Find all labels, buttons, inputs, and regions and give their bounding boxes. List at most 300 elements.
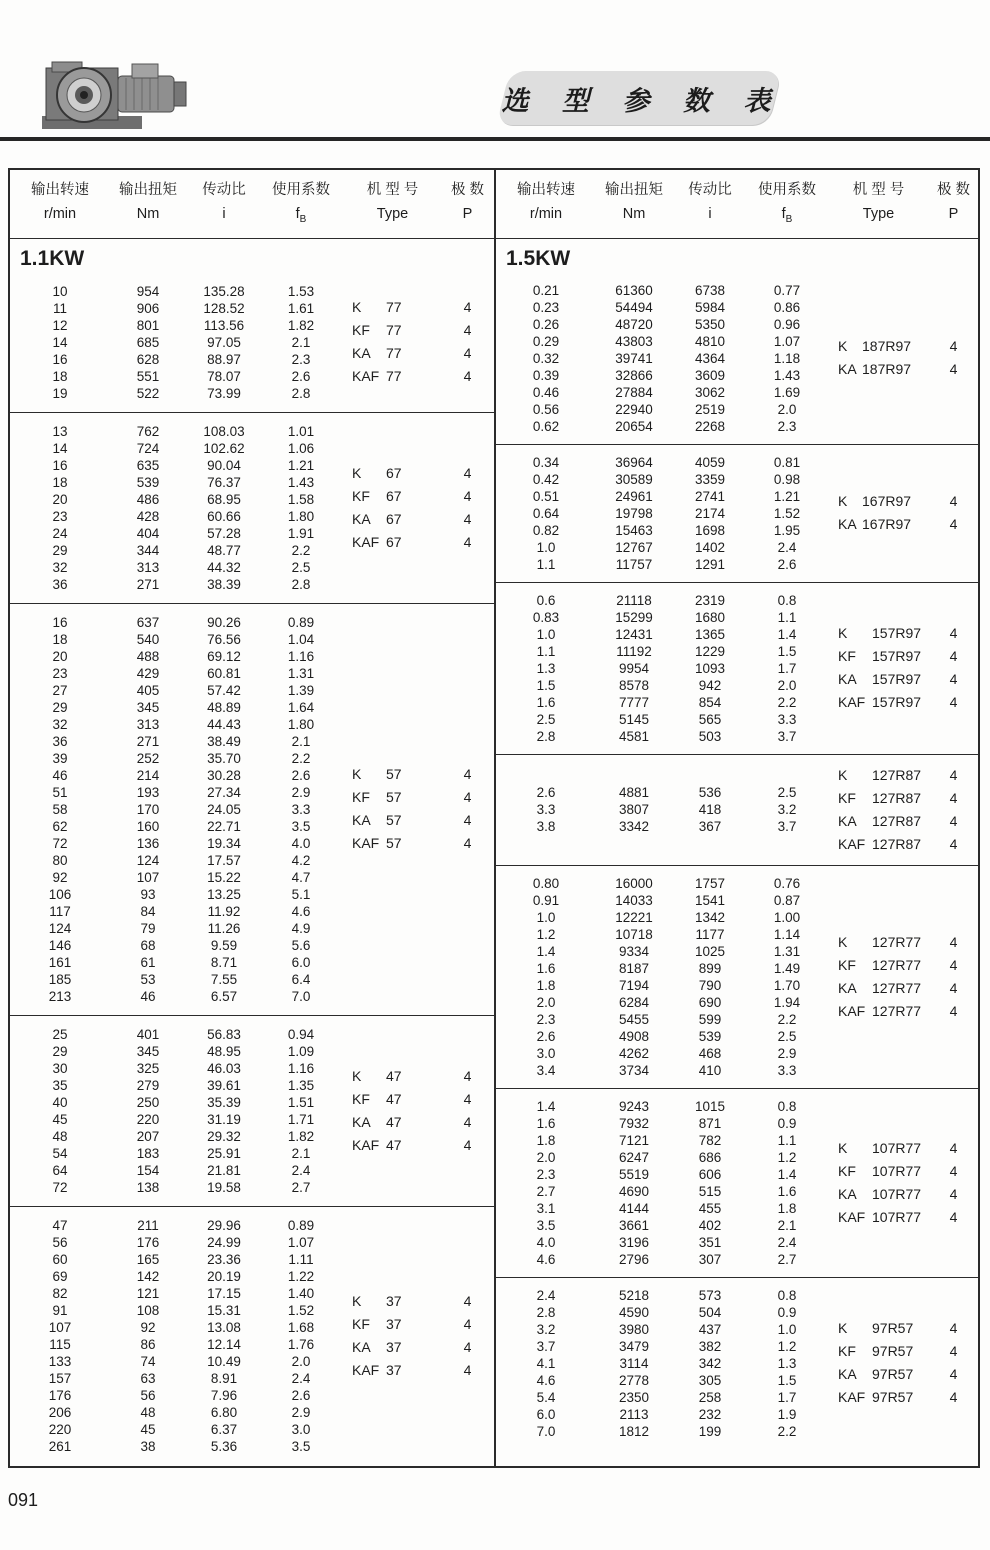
fb-cell: 1.7 <box>777 660 797 676</box>
ratio-cell: 305 <box>698 1372 722 1388</box>
fb-cell: 1.49 <box>773 960 801 976</box>
ratio-cell: 44.43 <box>207 716 241 732</box>
speed-cell: 0.62 <box>532 418 560 434</box>
speed-cell: 19 <box>52 385 68 401</box>
ratio-cell: 19.34 <box>207 835 241 851</box>
ratio-cell: 90.04 <box>207 457 241 473</box>
torque-cell: 540 <box>136 631 160 647</box>
table-block <box>496 273 978 445</box>
type-prefix: K <box>838 625 848 642</box>
speed-cell: 2.4 <box>536 1287 556 1303</box>
type-entry <box>826 1160 976 1183</box>
data-rows <box>496 592 826 745</box>
type-name <box>340 1359 445 1382</box>
fb-cell: 3.7 <box>777 819 797 835</box>
pole-count: 4 <box>463 345 472 362</box>
table-1-1kw <box>10 170 494 1466</box>
ratio-cell: 73.99 <box>207 385 241 401</box>
fb-cell: 2.6 <box>777 556 797 572</box>
gearbox-photo <box>36 52 201 137</box>
speed-cell: 2.5 <box>536 711 556 727</box>
ratio-cell: 342 <box>698 1355 722 1371</box>
torque-cell: 2350 <box>618 1389 650 1405</box>
type-name <box>340 1336 445 1359</box>
pole-count: 4 <box>949 1389 958 1406</box>
pole-count: 4 <box>949 766 958 783</box>
type-name <box>340 832 445 855</box>
ratio-cell: 24.05 <box>207 801 241 817</box>
torque-cell: 7932 <box>618 1115 650 1131</box>
speed-cell: 1.6 <box>536 960 556 976</box>
torque-cell: 954 <box>136 283 160 299</box>
type-size: 47 <box>386 1113 402 1130</box>
type-entry <box>340 462 490 485</box>
ratio-cell: 8.71 <box>210 954 238 970</box>
speed-cell: 62 <box>52 818 68 834</box>
fb-cell: 1.1 <box>777 1132 797 1148</box>
pole-count: 4 <box>463 487 472 504</box>
fb-cell: 3.5 <box>291 1438 311 1454</box>
torque-cell: 39741 <box>615 350 653 366</box>
fb-cell: 4.2 <box>291 852 311 868</box>
speed-cell: 12 <box>52 317 68 333</box>
speed-cell: 213 <box>48 988 72 1004</box>
torque-cell: 7194 <box>618 977 650 993</box>
type-stack <box>826 622 976 714</box>
torque-cell: 9243 <box>618 1098 650 1114</box>
type-stack <box>826 335 976 381</box>
speed-cell: 3.5 <box>536 1217 556 1233</box>
speed-cell: 13 <box>52 423 68 439</box>
type-name <box>826 1363 931 1386</box>
pole-count: 4 <box>949 1320 958 1337</box>
pole-count: 4 <box>949 493 958 510</box>
torque-cell: 724 <box>136 440 160 456</box>
type-prefix: KF <box>838 1162 856 1179</box>
power-label: 1.5KW <box>506 246 571 270</box>
speed-cell: 1.3 <box>536 660 556 676</box>
type-prefix: K <box>838 493 848 510</box>
torque-cell: 160 <box>136 818 160 834</box>
column-label: 输出扭矩 <box>119 182 177 198</box>
speed-cell: 72 <box>52 835 68 851</box>
column-label: 机 型 号 <box>366 182 419 198</box>
type-prefix: KA <box>352 345 371 362</box>
fb-cell: 2.7 <box>777 1251 797 1267</box>
speed-cell: 2.3 <box>536 1011 556 1027</box>
type-prefix: KAF <box>838 694 866 711</box>
fb-cell: 1.52 <box>773 505 801 521</box>
table-block <box>496 866 978 1089</box>
fb-cell: 1.04 <box>287 631 315 647</box>
speed-cell: 0.29 <box>532 333 560 349</box>
torque-cell: 124 <box>136 852 160 868</box>
speed-cell: 1.1 <box>536 556 556 572</box>
ratio-cell: 606 <box>698 1166 722 1182</box>
torque-cell: 108 <box>136 1302 160 1318</box>
torque-cell: 4590 <box>618 1304 650 1320</box>
type-name <box>340 296 445 319</box>
fb-cell: 2.8 <box>291 576 311 592</box>
torque-cell: 107 <box>136 869 160 885</box>
type-name <box>340 1111 445 1134</box>
header-labels-row <box>10 178 494 202</box>
type-entry <box>340 832 490 855</box>
torque-cell: 401 <box>136 1026 160 1042</box>
ratio-cell: 3359 <box>694 471 726 487</box>
speed-cell: 2.7 <box>536 1183 556 1199</box>
column-label: 传动比 <box>202 182 246 198</box>
torque-cell: 486 <box>136 491 160 507</box>
ratio-cell: 1015 <box>694 1098 726 1114</box>
type-size: 157R97 <box>872 694 922 711</box>
torque-cell: 92 <box>140 1319 156 1335</box>
speed-cell: 107 <box>48 1319 72 1335</box>
type-entry <box>340 342 490 365</box>
ratio-cell: 4364 <box>694 350 726 366</box>
ratio-cell: 60.66 <box>207 508 241 524</box>
type-size: 187R97 <box>862 361 912 378</box>
ratio-cell: 102.62 <box>203 440 245 456</box>
ratio-cell: 690 <box>698 994 722 1010</box>
speed-cell: 51 <box>52 784 68 800</box>
type-entry <box>340 1065 490 1088</box>
ratio-cell: 468 <box>698 1045 722 1061</box>
ratio-cell: 35.70 <box>207 750 241 766</box>
ratio-cell: 17.57 <box>207 852 241 868</box>
ratio-cell: 790 <box>698 977 722 993</box>
column-unit: $f_B$ <box>781 206 793 225</box>
torque-cell: 4881 <box>618 785 650 801</box>
type-entry <box>826 668 976 691</box>
fb-cell: 2.2 <box>291 542 311 558</box>
type-size: 167R97 <box>862 516 912 533</box>
fb-cell: 2.9 <box>291 1404 311 1420</box>
ratio-cell: 2268 <box>694 418 726 434</box>
column-unit: i <box>222 206 226 222</box>
speed-cell: 2.6 <box>536 1028 556 1044</box>
type-stack <box>826 490 976 536</box>
torque-cell: 20654 <box>615 418 653 434</box>
torque-cell: 48720 <box>615 316 653 332</box>
type-prefix: K <box>352 766 362 783</box>
fb-cell: 1.8 <box>777 1200 797 1216</box>
torque-cell: 271 <box>136 576 160 592</box>
type-prefix: KF <box>352 322 370 339</box>
column-unit: Nm <box>622 206 646 222</box>
torque-cell: 56 <box>140 1387 156 1403</box>
speed-cell: 146 <box>48 937 72 953</box>
speed-cell: 0.42 <box>532 471 560 487</box>
type-name <box>826 1317 931 1340</box>
speed-cell: 40 <box>52 1094 68 1110</box>
ratio-cell: 69.12 <box>207 648 241 664</box>
type-size: 97R57 <box>872 1320 914 1337</box>
torque-cell: 61360 <box>615 282 653 298</box>
ratio-cell: 1177 <box>695 926 725 942</box>
title-banner <box>496 71 790 125</box>
speed-cell: 27 <box>52 682 68 698</box>
fb-cell: 2.1 <box>291 334 311 350</box>
fb-cell: 1.2 <box>777 1338 797 1354</box>
table-block <box>496 1278 978 1449</box>
fb-cell: 1.43 <box>773 367 801 383</box>
torque-cell: 4262 <box>618 1045 650 1061</box>
speed-cell: 24 <box>52 525 68 541</box>
type-stack <box>826 764 976 856</box>
ratio-cell: 686 <box>698 1149 722 1165</box>
fb-cell: 0.9 <box>777 1304 797 1320</box>
fb-cell: 0.87 <box>773 892 801 908</box>
pole-count: 4 <box>463 464 472 481</box>
type-name <box>826 622 931 645</box>
ratio-cell: 3609 <box>694 367 726 383</box>
type-prefix: KAF <box>352 1136 380 1153</box>
fb-cell: 2.0 <box>777 677 797 693</box>
type-size: 127R77 <box>872 979 922 996</box>
type-prefix: KAF <box>838 1208 866 1225</box>
ratio-cell: 2519 <box>694 401 726 417</box>
pole-count: 4 <box>463 322 472 339</box>
speed-cell: 0.46 <box>532 384 560 400</box>
torque-cell: 250 <box>136 1094 160 1110</box>
ratio-cell: 515 <box>698 1183 722 1199</box>
speed-cell: 1.6 <box>536 694 556 710</box>
column-unit: P <box>462 206 473 222</box>
speed-cell: 10 <box>52 283 68 299</box>
fb-cell: 1.61 <box>287 300 315 316</box>
ratio-cell: 46.03 <box>207 1060 241 1076</box>
fb-cell: 1.52 <box>287 1302 315 1318</box>
pole-count: 4 <box>463 1338 472 1355</box>
torque-cell: 3734 <box>618 1062 650 1078</box>
ratio-cell: 135.28 <box>203 283 245 299</box>
type-size: 57 <box>386 766 402 783</box>
type-entry <box>826 1000 976 1023</box>
ratio-cell: 57.42 <box>207 682 241 698</box>
column-unit: Type <box>862 206 895 222</box>
speed-cell: 0.39 <box>532 367 560 383</box>
type-name <box>826 668 931 691</box>
ratio-cell: 44.32 <box>207 559 241 575</box>
torque-cell: 271 <box>136 733 160 749</box>
type-size: 57 <box>386 835 402 852</box>
speed-cell: 124 <box>48 920 72 936</box>
speed-cell: 106 <box>48 886 72 902</box>
type-prefix: KAF <box>352 1361 380 1378</box>
data-rows <box>10 283 340 402</box>
fb-cell: 1.07 <box>773 333 801 349</box>
header-rule <box>0 137 990 141</box>
type-name <box>340 1290 445 1313</box>
fb-cell: 1.1 <box>777 609 797 625</box>
ratio-cell: 7.96 <box>210 1387 238 1403</box>
torque-cell: 61 <box>140 954 156 970</box>
fb-cell: 1.39 <box>287 682 315 698</box>
speed-cell: 16 <box>52 351 68 367</box>
ratio-cell: 5350 <box>694 316 726 332</box>
fb-cell: 1.80 <box>287 716 315 732</box>
type-prefix: KF <box>838 648 856 665</box>
type-entry <box>340 1088 490 1111</box>
pole-count: 4 <box>949 1162 958 1179</box>
type-stack <box>826 931 976 1023</box>
fb-cell: 1.31 <box>773 943 801 959</box>
type-prefix: K <box>838 338 848 355</box>
ratio-cell: 23.36 <box>207 1251 241 1267</box>
ratio-cell: 6.37 <box>210 1421 238 1437</box>
type-name <box>340 1065 445 1088</box>
type-entry <box>826 833 976 856</box>
type-prefix: KA <box>838 671 857 688</box>
type-entry <box>340 1134 490 1157</box>
fb-cell: 1.43 <box>287 474 315 490</box>
speed-cell: 14 <box>52 334 68 350</box>
ratio-cell: 1291 <box>694 556 726 572</box>
data-rows <box>496 1287 826 1440</box>
pole-count: 4 <box>949 933 958 950</box>
type-entry <box>340 1313 490 1336</box>
table-block <box>10 413 494 604</box>
ratio-cell: 1402 <box>694 539 726 555</box>
ratio-cell: 13.08 <box>207 1319 241 1335</box>
torque-cell: 21118 <box>616 592 652 608</box>
type-stack <box>826 1137 976 1229</box>
torque-cell: 429 <box>136 665 160 681</box>
torque-cell: 5145 <box>618 711 650 727</box>
type-size: 127R77 <box>872 933 922 950</box>
ratio-cell: 12.14 <box>207 1336 241 1352</box>
speed-cell: 3.3 <box>536 802 556 818</box>
type-entry <box>826 977 976 1000</box>
fb-cell: 3.3 <box>777 711 797 727</box>
ratio-cell: 13.25 <box>207 886 241 902</box>
column-label: 使用系数 <box>272 182 330 198</box>
type-name <box>826 977 931 1000</box>
torque-cell: 68 <box>140 937 156 953</box>
ratio-cell: 39.61 <box>207 1077 241 1093</box>
torque-cell: 27884 <box>615 384 653 400</box>
fb-cell: 1.9 <box>777 1406 797 1422</box>
pole-count: 4 <box>949 812 958 829</box>
speed-cell: 39 <box>52 750 68 766</box>
type-size: 37 <box>386 1315 402 1332</box>
speed-cell: 5.4 <box>536 1389 556 1405</box>
fb-cell: 3.2 <box>777 802 797 818</box>
ratio-cell: 5.36 <box>210 1438 238 1454</box>
fb-cell: 2.3 <box>777 418 797 434</box>
torque-cell: 138 <box>136 1179 160 1195</box>
torque-cell: 5455 <box>618 1011 650 1027</box>
unit-subscript: B <box>785 213 793 225</box>
speed-cell: 60 <box>52 1251 68 1267</box>
torque-cell: 46 <box>140 988 156 1004</box>
ratio-cell: 7.55 <box>210 971 238 987</box>
type-size: 97R57 <box>872 1343 914 1360</box>
ratio-cell: 24.99 <box>207 1234 241 1250</box>
ratio-cell: 599 <box>698 1011 722 1027</box>
type-entry <box>340 319 490 342</box>
ratio-cell: 1757 <box>694 875 726 891</box>
type-name <box>340 786 445 809</box>
torque-cell: 220 <box>136 1111 160 1127</box>
pole-count: 4 <box>949 338 958 355</box>
fb-cell: 4.9 <box>291 920 311 936</box>
fb-cell: 1.82 <box>287 1128 315 1144</box>
type-size: 167R97 <box>862 493 912 510</box>
pole-count: 4 <box>463 1361 472 1378</box>
type-entry <box>340 809 490 832</box>
ratio-cell: 6.57 <box>210 988 238 1004</box>
torque-cell: 539 <box>136 474 160 490</box>
speed-cell: 11 <box>52 300 67 316</box>
speed-cell: 54 <box>52 1145 68 1161</box>
pole-count: 4 <box>949 1002 958 1019</box>
torque-cell: 428 <box>136 508 160 524</box>
column-unit: r/min <box>43 206 77 222</box>
fb-cell: 0.96 <box>773 316 801 332</box>
torque-cell: 14033 <box>615 892 653 908</box>
type-name <box>340 1134 445 1157</box>
type-prefix: KA <box>838 361 857 378</box>
fb-cell: 1.58 <box>287 491 315 507</box>
fb-cell: 0.98 <box>773 471 801 487</box>
type-prefix: KAF <box>352 533 380 550</box>
fb-cell: 2.0 <box>777 401 797 417</box>
speed-cell: 1.2 <box>536 926 556 942</box>
type-prefix: KAF <box>352 368 380 385</box>
speed-cell: 1.4 <box>536 943 556 959</box>
type-size: 127R77 <box>872 956 922 973</box>
speed-cell: 0.34 <box>532 454 560 470</box>
fb-cell: 0.9 <box>777 1115 797 1131</box>
ratio-cell: 29.32 <box>207 1128 241 1144</box>
speed-cell: 0.64 <box>532 505 560 521</box>
ratio-cell: 351 <box>698 1234 722 1250</box>
fb-cell: 1.94 <box>773 994 801 1010</box>
ratio-cell: 258 <box>698 1389 722 1405</box>
fb-cell: 7.0 <box>291 988 311 1004</box>
type-prefix: KF <box>352 1090 370 1107</box>
type-size: 77 <box>386 368 402 385</box>
speed-cell: 32 <box>52 716 68 732</box>
torque-cell: 488 <box>136 648 160 664</box>
speed-cell: 36 <box>52 733 68 749</box>
ratio-cell: 418 <box>698 802 722 818</box>
torque-cell: 3196 <box>618 1234 650 1250</box>
fb-cell: 0.89 <box>287 614 315 630</box>
torque-cell: 142 <box>136 1268 160 1284</box>
speed-cell: 4.6 <box>536 1372 556 1388</box>
ratio-cell: 2319 <box>694 592 726 608</box>
speed-cell: 0.21 <box>532 282 560 298</box>
table-1-5kw <box>494 170 978 1466</box>
fb-cell: 2.6 <box>291 767 311 783</box>
ratio-cell: 38.39 <box>207 576 241 592</box>
torque-cell: 48 <box>140 1404 156 1420</box>
ratio-cell: 1698 <box>694 522 726 538</box>
type-entry <box>340 365 490 388</box>
torque-cell: 906 <box>136 300 160 316</box>
type-entry <box>826 1386 976 1409</box>
fb-cell: 1.82 <box>287 317 315 333</box>
fb-cell: 1.5 <box>777 1372 797 1388</box>
type-name <box>826 1340 931 1363</box>
fb-cell: 1.51 <box>287 1094 315 1110</box>
type-stack <box>340 462 490 554</box>
fb-cell: 4.7 <box>291 869 311 885</box>
type-entry <box>340 485 490 508</box>
